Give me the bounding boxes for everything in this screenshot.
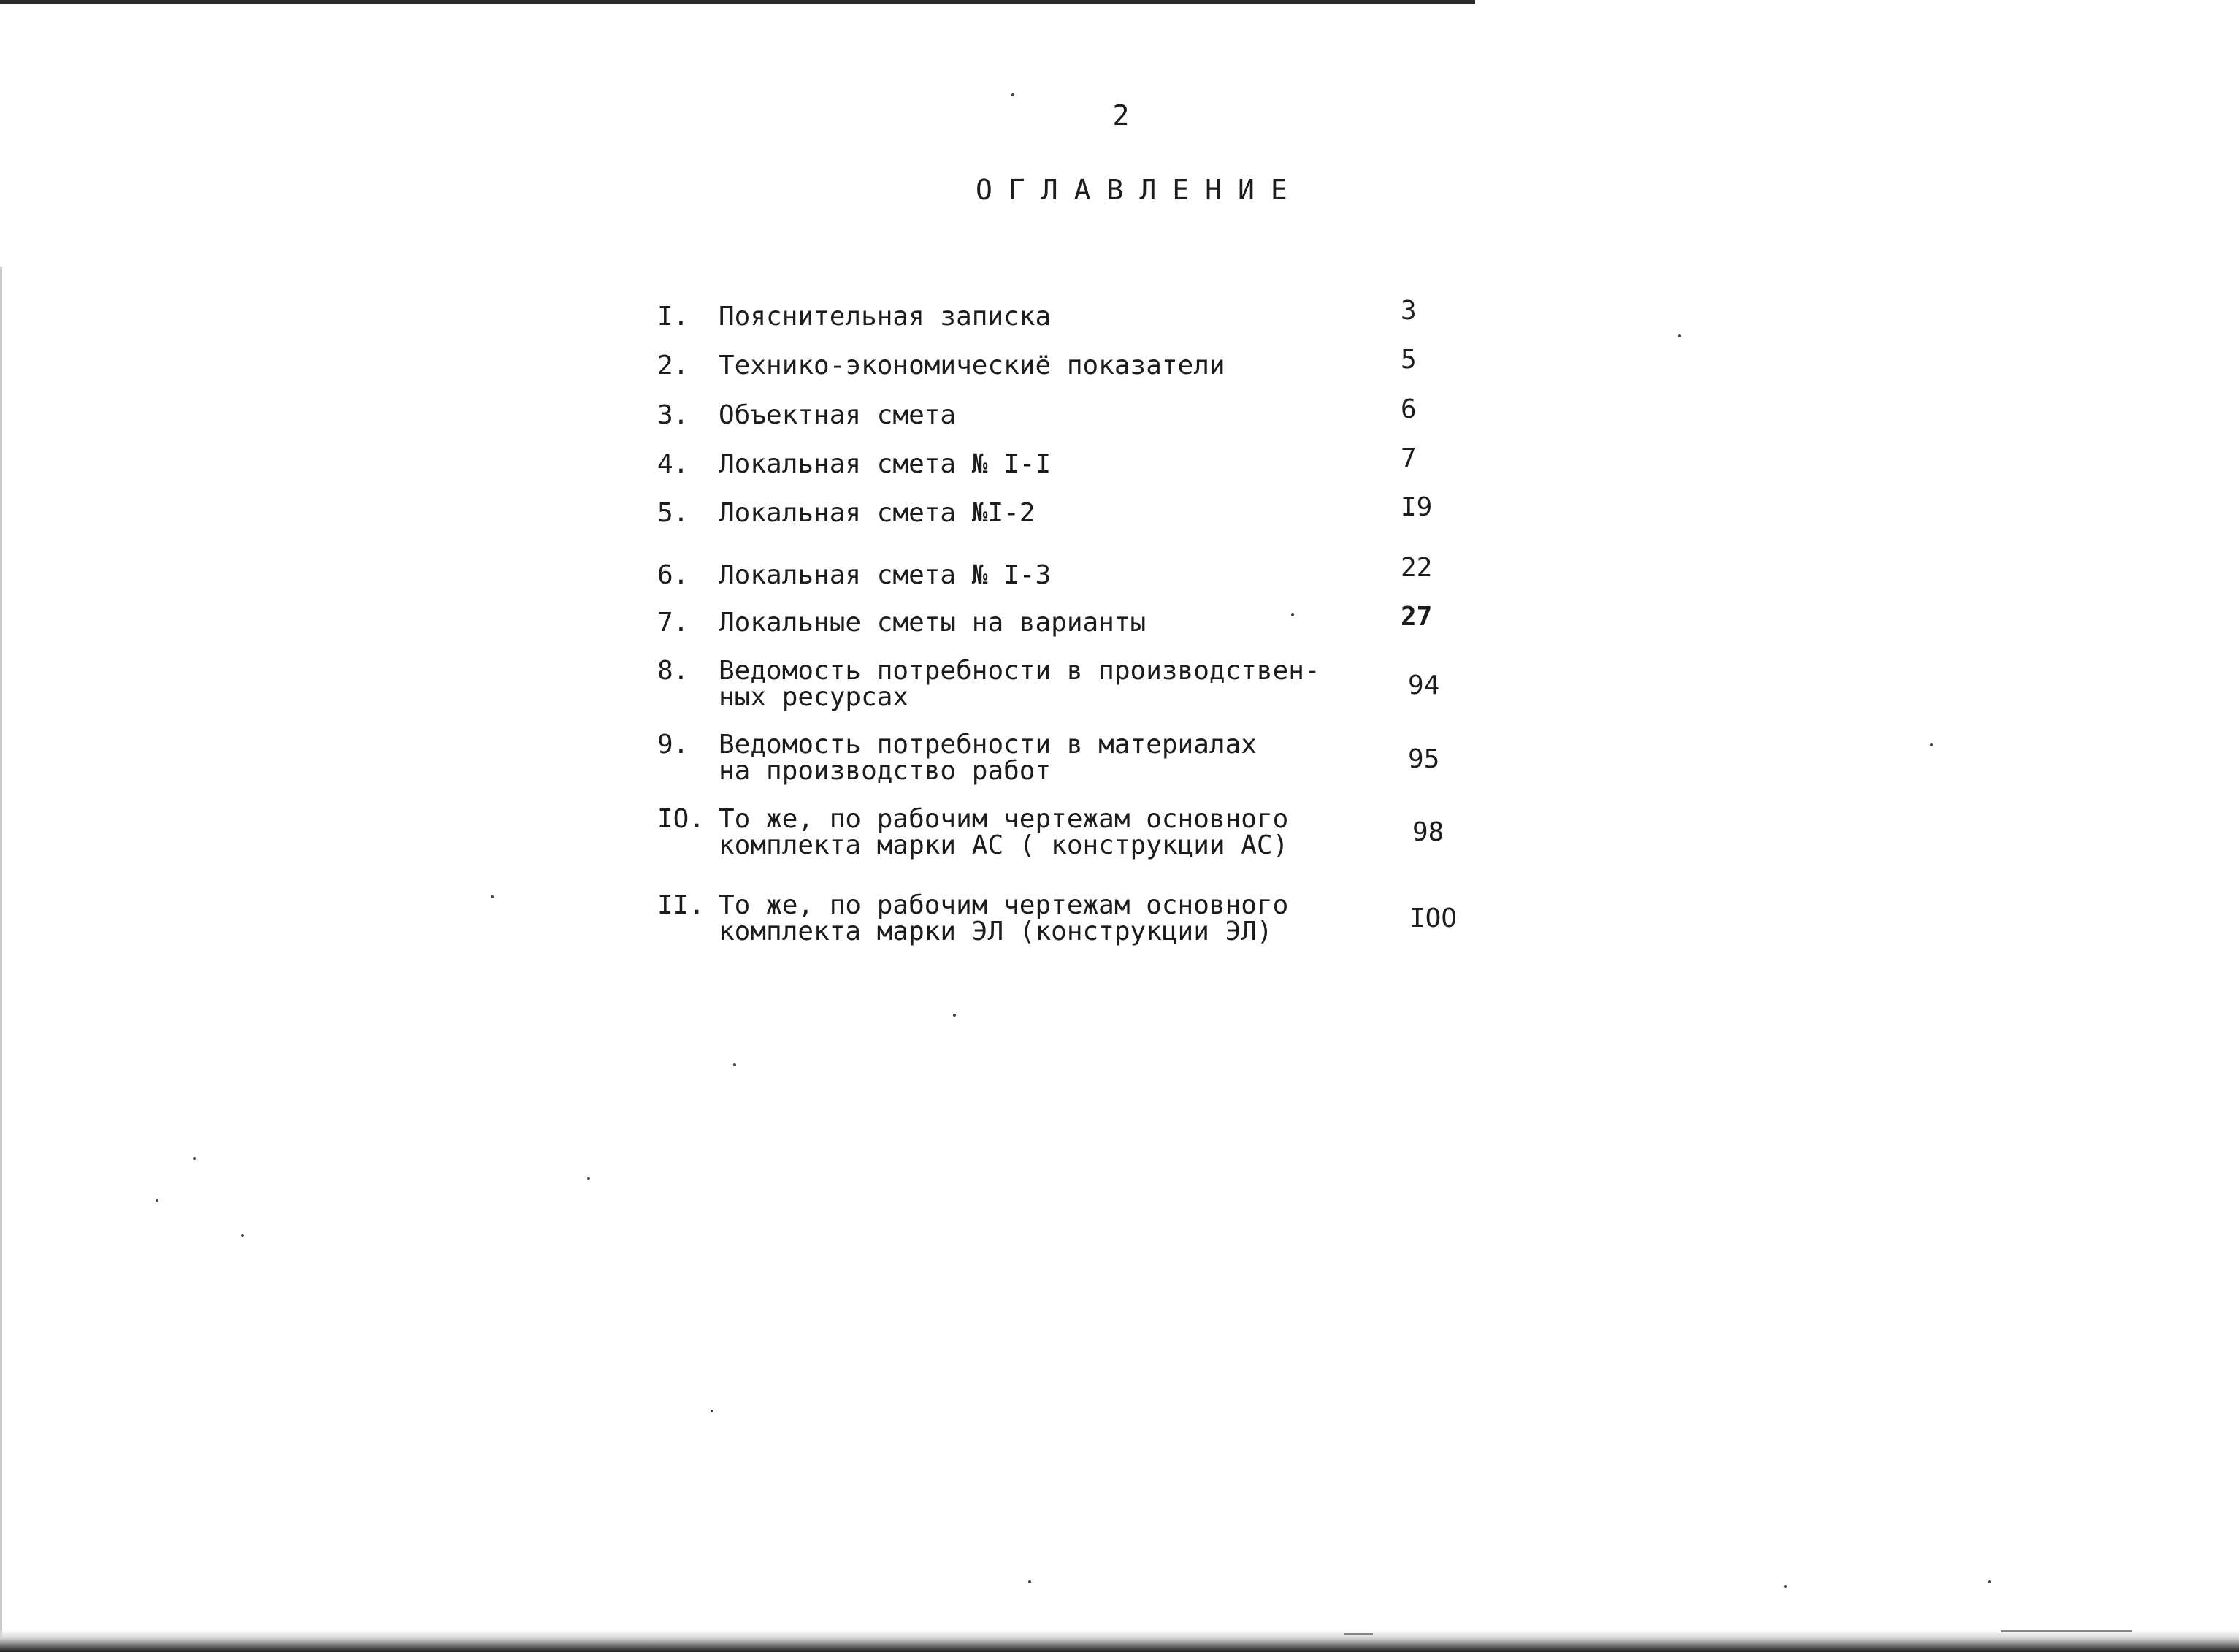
toc-entry-line: Технико-экономическиё показатели <box>719 351 1225 381</box>
toc-entry-number: IO. <box>657 804 705 834</box>
toc-entry-number: 9. <box>657 730 689 760</box>
toc-entry-line: То же, по рабочим чертежам основного <box>719 804 1289 834</box>
toc-entry-text <box>719 304 1317 330</box>
toc-entry-page: 5 <box>1401 345 1417 375</box>
toc-entry-line: Объектная смета <box>719 400 957 430</box>
toc-entry-text <box>719 451 1317 478</box>
toc-entry-page: 94 <box>1408 670 1440 700</box>
toc-entry-number: 4. <box>657 449 689 479</box>
toc-entry-line: ных ресурсах <box>719 682 909 712</box>
scan-speck <box>1028 1580 1031 1583</box>
toc-entry-number: 6. <box>657 560 689 590</box>
toc-entry-page: 27 <box>1401 602 1433 632</box>
toc-entry-page: I9 <box>1401 492 1433 522</box>
toc-entry-text <box>719 562 1317 589</box>
page-title: ОГЛАВЛЕНИЕ <box>976 174 1304 206</box>
scan-mark <box>2001 1630 2132 1632</box>
toc-entry-line: То же, по рабочим чертежам основного <box>719 890 1289 920</box>
toc-entry-line: Пояснительная записка <box>719 302 1052 332</box>
toc-entry-page: IOO <box>1409 903 1458 933</box>
scan-speck <box>1011 93 1014 96</box>
scan-speck <box>1784 1585 1787 1588</box>
toc-entry-number: 7. <box>657 608 689 638</box>
scan-speck <box>1988 1580 1991 1583</box>
scan-edge-left <box>0 267 2 1652</box>
toc-entry-number: 2. <box>657 351 689 381</box>
scan-edge-bottom <box>0 1630 2239 1652</box>
toc-entry-number: 3. <box>657 400 689 430</box>
scan-speck <box>241 1234 244 1237</box>
scan-speck <box>733 1063 736 1066</box>
page-number: 2 <box>1112 99 1130 131</box>
toc-entry-text <box>719 402 1317 429</box>
toc-entry-text <box>719 732 1317 784</box>
scan-speck <box>587 1177 590 1180</box>
toc-entry-page: 6 <box>1401 394 1417 424</box>
scan-speck <box>1678 334 1681 337</box>
toc-entry-page: 22 <box>1401 553 1433 583</box>
toc-entry-text <box>719 610 1317 636</box>
toc-entry-text <box>719 806 1317 859</box>
toc-entry-page: 98 <box>1412 817 1444 847</box>
toc-entry-line: Локальная смета №I-2 <box>719 498 1036 528</box>
toc-entry-line: Ведомость потребности в производствен- <box>719 656 1320 686</box>
scan-edge-top <box>0 0 1475 4</box>
scan-speck <box>953 1014 956 1017</box>
scan-speck <box>711 1410 713 1412</box>
scan-speck <box>193 1157 196 1160</box>
toc-entry-line: Локальная смета № I-3 <box>719 560 1052 590</box>
scan-speck <box>491 895 494 898</box>
scan-mark <box>1344 1633 1373 1635</box>
toc-entry-page: 7 <box>1401 443 1417 473</box>
toc-entry-number: 8. <box>657 656 689 686</box>
toc-entry-number: 5. <box>657 498 689 528</box>
toc-entry-line: Локальные сметы на варианты <box>719 608 1147 638</box>
scan-speck <box>1930 743 1933 746</box>
toc-entry-line: Локальная смета № I-I <box>719 449 1052 479</box>
toc-entry-text <box>719 892 1317 945</box>
toc-entry-text <box>719 500 1317 527</box>
toc-entry-line: на производство работ <box>719 756 1052 786</box>
toc-entry-text <box>719 353 1317 379</box>
toc-entry-number: I. <box>657 302 689 332</box>
toc-entry-page: 95 <box>1408 744 1440 774</box>
toc-entry-page: 3 <box>1401 296 1417 326</box>
toc-entry-number: II. <box>657 890 705 920</box>
toc-entry-line: комплекта марки ЭЛ (конструкции ЭЛ) <box>719 917 1273 947</box>
scan-speck <box>156 1199 158 1202</box>
toc-entry-text <box>719 656 1320 712</box>
toc-entry-line: Ведомость потребности в материалах <box>719 730 1257 760</box>
toc-entry-line: комплекта марки АС ( конструкции АС) <box>719 830 1289 860</box>
scan-speck <box>1291 613 1294 616</box>
